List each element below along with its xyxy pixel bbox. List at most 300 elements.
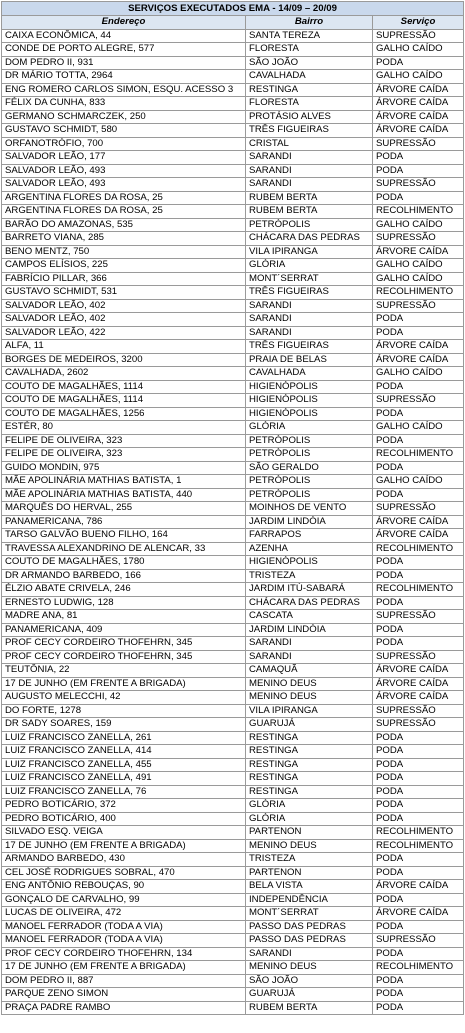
table-row: [2, 353, 464, 367]
neighborhood-cell: SANTA TEREZA: [246, 29, 373, 43]
neighborhood-cell: HIGIENÓPOLIS: [246, 380, 373, 394]
neighborhood-cell: VILA IPIRANGA: [246, 245, 373, 259]
table-row: [2, 488, 464, 502]
table-row: [2, 137, 464, 151]
neighborhood-cell: CHÁCARA DAS PEDRAS: [246, 232, 373, 246]
title-row: [2, 2, 464, 16]
neighborhood-cell: SÃO JOÃO: [246, 974, 373, 988]
address-cell: DR SADY SOARES, 159: [2, 718, 246, 732]
address-cell: SALVADOR LEÃO, 402: [2, 299, 246, 313]
service-cell: SUPRESSÃO: [373, 502, 464, 516]
address-cell: TEUTÔNIA, 22: [2, 664, 246, 678]
table-row: [2, 542, 464, 556]
address-cell: LUIZ FRANCISCO ZANELLA, 76: [2, 785, 246, 799]
neighborhood-cell: SARANDI: [246, 326, 373, 340]
table-row: [2, 218, 464, 232]
address-cell: CONDE DE PORTO ALEGRE, 577: [2, 43, 246, 57]
neighborhood-cell: PARTENON: [246, 826, 373, 840]
neighborhood-cell: SARANDI: [246, 313, 373, 327]
table-row: [2, 232, 464, 246]
service-cell: PODA: [373, 326, 464, 340]
table-row: [2, 677, 464, 691]
table-row: [2, 56, 464, 70]
sheet-title: SERVIÇOS EXECUTADOS EMA - 14/09 – 20/09: [2, 2, 464, 16]
address-cell: GUSTAVO SCHMIDT, 580: [2, 124, 246, 138]
neighborhood-cell: HIGIENÓPOLIS: [246, 407, 373, 421]
table-row: [2, 691, 464, 705]
table-row: [2, 448, 464, 462]
service-cell: GALHO CAÍDO: [373, 43, 464, 57]
service-cell: RECOLHIMENTO: [373, 542, 464, 556]
service-cell: SUPRESSÃO: [373, 650, 464, 664]
table-row: [2, 610, 464, 624]
neighborhood-cell: TRISTEZA: [246, 853, 373, 867]
neighborhood-cell: SARANDI: [246, 947, 373, 961]
address-cell: DR MÁRIO TOTTA, 2964: [2, 70, 246, 84]
service-cell: PODA: [373, 164, 464, 178]
table-row: [2, 907, 464, 921]
neighborhood-cell: GLÓRIA: [246, 812, 373, 826]
table-row: [2, 272, 464, 286]
table-row: [2, 286, 464, 300]
service-cell: PODA: [373, 1001, 464, 1015]
service-cell: GALHO CAÍDO: [373, 218, 464, 232]
address-cell: GUSTAVO SCHMIDT, 531: [2, 286, 246, 300]
address-cell: BORGES DE MEDEIROS, 3200: [2, 353, 246, 367]
table-row: [2, 434, 464, 448]
address-cell: COUTO DE MAGALHÃES, 1780: [2, 556, 246, 570]
header-row: [2, 16, 464, 30]
service-cell: ÁRVORE CAÍDA: [373, 340, 464, 354]
address-cell: ARMANDO BARBEDO, 430: [2, 853, 246, 867]
neighborhood-cell: GUARUJÁ: [246, 718, 373, 732]
table-row: [2, 934, 464, 948]
neighborhood-cell: SÃO JOÃO: [246, 56, 373, 70]
service-cell: ÁRVORE CAÍDA: [373, 529, 464, 543]
neighborhood-cell: JARDIM LINDÓIA: [246, 623, 373, 637]
service-cell: GALHO CAÍDO: [373, 70, 464, 84]
neighborhood-cell: FLORESTA: [246, 43, 373, 57]
table-row: [2, 70, 464, 84]
neighborhood-cell: RUBEM BERTA: [246, 205, 373, 219]
address-cell: LUIZ FRANCISCO ZANELLA, 455: [2, 758, 246, 772]
service-cell: GALHO CAÍDO: [373, 259, 464, 273]
neighborhood-cell: MENINO DEUS: [246, 691, 373, 705]
service-cell: RECOLHIMENTO: [373, 839, 464, 853]
address-cell: DR ARMANDO BARBEDO, 166: [2, 569, 246, 583]
service-cell: SUPRESSÃO: [373, 232, 464, 246]
service-cell: SUPRESSÃO: [373, 610, 464, 624]
service-cell: RECOLHIMENTO: [373, 826, 464, 840]
address-cell: ENG ANTÔNIO REBOUÇAS, 90: [2, 880, 246, 894]
table-row: [2, 259, 464, 273]
table-row: [2, 245, 464, 259]
neighborhood-cell: CHÁCARA DAS PEDRAS: [246, 596, 373, 610]
table-row: [2, 421, 464, 435]
address-cell: ARGENTINA FLORES DA ROSA, 25: [2, 205, 246, 219]
address-cell: COUTO DE MAGALHÃES, 1256: [2, 407, 246, 421]
neighborhood-cell: RUBEM BERTA: [246, 191, 373, 205]
address-cell: PROF CECY CORDEIRO THOFEHRN, 345: [2, 637, 246, 651]
address-cell: ÉLZIO ABATE CRIVELA, 246: [2, 583, 246, 597]
address-cell: SILVADO ESQ. VEIGA: [2, 826, 246, 840]
service-cell: RECOLHIMENTO: [373, 961, 464, 975]
table-row: [2, 367, 464, 381]
service-cell: PODA: [373, 556, 464, 570]
neighborhood-cell: FARRAPOS: [246, 529, 373, 543]
neighborhood-cell: GUARUJÁ: [246, 988, 373, 1002]
service-cell: PODA: [373, 191, 464, 205]
table-row: [2, 718, 464, 732]
service-cell: ÁRVORE CAÍDA: [373, 83, 464, 97]
service-cell: PODA: [373, 56, 464, 70]
address-cell: FELIPE DE OLIVEIRA, 323: [2, 434, 246, 448]
address-cell: FABRÍCIO PILLAR, 366: [2, 272, 246, 286]
table-row: [2, 313, 464, 327]
table-row: [2, 1001, 464, 1015]
neighborhood-cell: JARDIM LINDÓIA: [246, 515, 373, 529]
table-row: [2, 529, 464, 543]
table-row: [2, 178, 464, 192]
service-cell: PODA: [373, 758, 464, 772]
services-table: [1, 1, 464, 1015]
neighborhood-cell: RESTINGA: [246, 83, 373, 97]
neighborhood-cell: MENINO DEUS: [246, 677, 373, 691]
table-row: [2, 164, 464, 178]
neighborhood-cell: PRAIA DE BELAS: [246, 353, 373, 367]
service-cell: GALHO CAÍDO: [373, 367, 464, 381]
table-row: [2, 583, 464, 597]
service-cell: PODA: [373, 866, 464, 880]
neighborhood-cell: PASSO DAS PEDRAS: [246, 934, 373, 948]
service-cell: ÁRVORE CAÍDA: [373, 677, 464, 691]
service-cell: RECOLHIMENTO: [373, 205, 464, 219]
table-row: [2, 664, 464, 678]
table-row: [2, 839, 464, 853]
service-cell: PODA: [373, 853, 464, 867]
address-cell: GERMANO SCHMARCZEK, 250: [2, 110, 246, 124]
table-row: [2, 920, 464, 934]
neighborhood-cell: CAVALHADA: [246, 70, 373, 84]
table-row: [2, 340, 464, 354]
table-row: [2, 853, 464, 867]
neighborhood-cell: RESTINGA: [246, 785, 373, 799]
address-cell: CAMPOS ELÍSIOS, 225: [2, 259, 246, 273]
neighborhood-cell: CRISTAL: [246, 137, 373, 151]
table-row: [2, 947, 464, 961]
neighborhood-cell: TRISTEZA: [246, 569, 373, 583]
service-cell: RECOLHIMENTO: [373, 448, 464, 462]
service-cell: PODA: [373, 596, 464, 610]
neighborhood-cell: HIGIENÓPOLIS: [246, 556, 373, 570]
service-cell: ÁRVORE CAÍDA: [373, 880, 464, 894]
table-row: [2, 502, 464, 516]
neighborhood-cell: AZENHA: [246, 542, 373, 556]
service-cell: PODA: [373, 637, 464, 651]
address-cell: PEDRO BOTICÁRIO, 400: [2, 812, 246, 826]
address-cell: GUIDO MONDIN, 975: [2, 461, 246, 475]
neighborhood-cell: JARDIM ITÚ-SABARÁ: [246, 583, 373, 597]
service-cell: GALHO CAÍDO: [373, 272, 464, 286]
table-row: [2, 974, 464, 988]
table-row: [2, 151, 464, 165]
address-cell: ESTÉR, 80: [2, 421, 246, 435]
service-cell: PODA: [373, 974, 464, 988]
address-cell: ERNESTO LUDWIG, 128: [2, 596, 246, 610]
neighborhood-cell: RESTINGA: [246, 758, 373, 772]
address-cell: SALVADOR LEÃO, 177: [2, 151, 246, 165]
service-cell: ÁRVORE CAÍDA: [373, 515, 464, 529]
neighborhood-cell: PASSO DAS PEDRAS: [246, 920, 373, 934]
address-cell: MADRE ANA, 81: [2, 610, 246, 624]
address-cell: PEDRO BOTICÁRIO, 372: [2, 799, 246, 813]
service-cell: SUPRESSÃO: [373, 178, 464, 192]
address-cell: 17 DE JUNHO (EM FRENTE A BRIGADA): [2, 961, 246, 975]
table-row: [2, 43, 464, 57]
address-cell: PROF CECY CORDEIRO THOFEHRN, 345: [2, 650, 246, 664]
table-row: [2, 866, 464, 880]
table-row: [2, 785, 464, 799]
service-cell: PODA: [373, 988, 464, 1002]
table-row: [2, 110, 464, 124]
address-cell: ALFA, 11: [2, 340, 246, 354]
address-cell: PARQUE ZENO SIMON: [2, 988, 246, 1002]
address-cell: AUGUSTO MELECCHI, 42: [2, 691, 246, 705]
service-cell: ÁRVORE CAÍDA: [373, 907, 464, 921]
address-cell: MANOEL FERRADOR (TODA A VIA): [2, 934, 246, 948]
address-cell: LUIZ FRANCISCO ZANELLA, 414: [2, 745, 246, 759]
neighborhood-cell: SARANDI: [246, 178, 373, 192]
address-cell: PANAMERICANA, 786: [2, 515, 246, 529]
table-row: [2, 556, 464, 570]
address-cell: ENG ROMERO CARLOS SIMON, ESQU. ACESSO 3: [2, 83, 246, 97]
table-row: [2, 623, 464, 637]
neighborhood-cell: CASCATA: [246, 610, 373, 624]
service-cell: PODA: [373, 947, 464, 961]
service-cell: SUPRESSÃO: [373, 29, 464, 43]
neighborhood-cell: FLORESTA: [246, 97, 373, 111]
table-row: [2, 407, 464, 421]
address-cell: TRAVESSA ALEXANDRINO DE ALENCAR, 33: [2, 542, 246, 556]
address-cell: BENO MENTZ, 750: [2, 245, 246, 259]
table-row: [2, 826, 464, 840]
table-row: [2, 515, 464, 529]
neighborhood-cell: SARANDI: [246, 637, 373, 651]
neighborhood-cell: TRÊS FIGUEIRAS: [246, 340, 373, 354]
service-cell: SUPRESSÃO: [373, 299, 464, 313]
table-row: [2, 205, 464, 219]
service-cell: PODA: [373, 772, 464, 786]
column-header-bairro: Bairro: [246, 16, 373, 30]
neighborhood-cell: TRÊS FIGUEIRAS: [246, 124, 373, 138]
neighborhood-cell: SARANDI: [246, 151, 373, 165]
table-row: [2, 29, 464, 43]
service-cell: PODA: [373, 799, 464, 813]
address-cell: DO FORTE, 1278: [2, 704, 246, 718]
neighborhood-cell: BELA VISTA: [246, 880, 373, 894]
service-cell: PODA: [373, 893, 464, 907]
address-cell: DOM PEDRO II, 887: [2, 974, 246, 988]
neighborhood-cell: CAMAQUÃ: [246, 664, 373, 678]
neighborhood-cell: PETRÓPOLIS: [246, 475, 373, 489]
table-row: [2, 299, 464, 313]
service-cell: SUPRESSÃO: [373, 934, 464, 948]
service-cell: PODA: [373, 434, 464, 448]
neighborhood-cell: CAVALHADA: [246, 367, 373, 381]
neighborhood-cell: RESTINGA: [246, 772, 373, 786]
neighborhood-cell: PETRÓPOLIS: [246, 448, 373, 462]
table-row: [2, 650, 464, 664]
neighborhood-cell: GLÓRIA: [246, 799, 373, 813]
neighborhood-cell: MOINHOS DE VENTO: [246, 502, 373, 516]
address-cell: MANOEL FERRADOR (TODA A VIA): [2, 920, 246, 934]
table-row: [2, 988, 464, 1002]
service-cell: PODA: [373, 920, 464, 934]
service-cell: RECOLHIMENTO: [373, 583, 464, 597]
table-row: [2, 772, 464, 786]
address-cell: SALVADOR LEÃO, 493: [2, 178, 246, 192]
table-row: [2, 596, 464, 610]
neighborhood-cell: GLÓRIA: [246, 259, 373, 273]
table-row: [2, 893, 464, 907]
service-cell: SUPRESSÃO: [373, 394, 464, 408]
neighborhood-cell: INDEPENDÊNCIA: [246, 893, 373, 907]
service-cell: PODA: [373, 623, 464, 637]
table-row: [2, 569, 464, 583]
address-cell: MÃE APOLINÁRIA MATHIAS BATISTA, 440: [2, 488, 246, 502]
address-cell: CAIXA ECONÔMICA, 44: [2, 29, 246, 43]
address-cell: 17 DE JUNHO (EM FRENTE A BRIGADA): [2, 839, 246, 853]
service-cell: ÁRVORE CAÍDA: [373, 353, 464, 367]
neighborhood-cell: PETRÓPOLIS: [246, 488, 373, 502]
neighborhood-cell: VILA IPIRANGA: [246, 704, 373, 718]
address-cell: CAVALHADA, 2602: [2, 367, 246, 381]
table-row: [2, 745, 464, 759]
service-cell: GALHO CAÍDO: [373, 475, 464, 489]
neighborhood-cell: PARTENON: [246, 866, 373, 880]
neighborhood-cell: RUBEM BERTA: [246, 1001, 373, 1015]
neighborhood-cell: MENINO DEUS: [246, 961, 373, 975]
table-body: [2, 29, 464, 1015]
table-row: [2, 961, 464, 975]
neighborhood-cell: HIGIENÓPOLIS: [246, 394, 373, 408]
table-row: [2, 880, 464, 894]
address-cell: LUCAS DE OLIVEIRA, 472: [2, 907, 246, 921]
service-cell: ÁRVORE CAÍDA: [373, 124, 464, 138]
table-row: [2, 637, 464, 651]
service-cell: PODA: [373, 488, 464, 502]
service-cell: SUPRESSÃO: [373, 704, 464, 718]
table-row: [2, 380, 464, 394]
table-row: [2, 704, 464, 718]
neighborhood-cell: SARANDI: [246, 299, 373, 313]
address-cell: FELIPE DE OLIVEIRA, 323: [2, 448, 246, 462]
service-cell: PODA: [373, 151, 464, 165]
address-cell: COUTO DE MAGALHÃES, 1114: [2, 380, 246, 394]
neighborhood-cell: MONT´SERRAT: [246, 272, 373, 286]
service-cell: ÁRVORE CAÍDA: [373, 245, 464, 259]
address-cell: TARSO GALVÃO BUENO FILHO, 164: [2, 529, 246, 543]
neighborhood-cell: SÃO GERALDO: [246, 461, 373, 475]
service-cell: RECOLHIMENTO: [373, 286, 464, 300]
table-row: [2, 191, 464, 205]
neighborhood-cell: TRÊS FIGUEIRAS: [246, 286, 373, 300]
address-cell: 17 DE JUNHO (EM FRENTE A BRIGADA): [2, 677, 246, 691]
table-row: [2, 799, 464, 813]
service-cell: PODA: [373, 313, 464, 327]
service-cell: ÁRVORE CAÍDA: [373, 97, 464, 111]
neighborhood-cell: RESTINGA: [246, 731, 373, 745]
neighborhood-cell: GLÓRIA: [246, 421, 373, 435]
service-cell: ÁRVORE CAÍDA: [373, 691, 464, 705]
address-cell: PROF CECY CORDEIRO THOFEHRN, 134: [2, 947, 246, 961]
table-row: [2, 758, 464, 772]
table-row: [2, 124, 464, 138]
table-row: [2, 326, 464, 340]
address-cell: GONÇALO DE CARVALHO, 99: [2, 893, 246, 907]
service-cell: PODA: [373, 812, 464, 826]
table-row: [2, 461, 464, 475]
service-cell: PODA: [373, 380, 464, 394]
service-cell: GALHO CAÍDO: [373, 421, 464, 435]
service-cell: PODA: [373, 407, 464, 421]
address-cell: PRAÇA PADRE RAMBO: [2, 1001, 246, 1015]
service-cell: PODA: [373, 785, 464, 799]
address-cell: MARQUÊS DO HERVAL, 255: [2, 502, 246, 516]
address-cell: LUIZ FRANCISCO ZANELLA, 261: [2, 731, 246, 745]
column-header-servico: Serviço: [373, 16, 464, 30]
address-cell: ARGENTINA FLORES DA ROSA, 25: [2, 191, 246, 205]
address-cell: SALVADOR LEÃO, 402: [2, 313, 246, 327]
address-cell: CEL JOSÉ RODRIGUES SOBRAL, 470: [2, 866, 246, 880]
table-row: [2, 97, 464, 111]
address-cell: LUIZ FRANCISCO ZANELLA, 491: [2, 772, 246, 786]
neighborhood-cell: RESTINGA: [246, 745, 373, 759]
neighborhood-cell: SARANDI: [246, 164, 373, 178]
address-cell: MÃE APOLINÁRIA MATHIAS BATISTA, 1: [2, 475, 246, 489]
address-cell: PANAMERICANA, 409: [2, 623, 246, 637]
service-cell: SUPRESSÃO: [373, 718, 464, 732]
column-header-endereco: Endereço: [2, 16, 246, 30]
table-row: [2, 475, 464, 489]
service-cell: PODA: [373, 461, 464, 475]
table-row: [2, 394, 464, 408]
service-cell: PODA: [373, 731, 464, 745]
neighborhood-cell: PROTÁSIO ALVES: [246, 110, 373, 124]
address-cell: BARRETO VIANA, 285: [2, 232, 246, 246]
neighborhood-cell: PETRÓPOLIS: [246, 218, 373, 232]
address-cell: ORFANOTRÓFIO, 700: [2, 137, 246, 151]
services-spreadsheet: [1, 1, 463, 1015]
service-cell: PODA: [373, 745, 464, 759]
service-cell: ÁRVORE CAÍDA: [373, 664, 464, 678]
table-row: [2, 812, 464, 826]
service-cell: PODA: [373, 569, 464, 583]
table-row: [2, 731, 464, 745]
neighborhood-cell: PETRÓPOLIS: [246, 434, 373, 448]
address-cell: BARÃO DO AMAZONAS, 535: [2, 218, 246, 232]
service-cell: SUPRESSÃO: [373, 137, 464, 151]
address-cell: SALVADOR LEÃO, 493: [2, 164, 246, 178]
address-cell: SALVADOR LEÃO, 422: [2, 326, 246, 340]
table-row: [2, 83, 464, 97]
address-cell: COUTO DE MAGALHÃES, 1114: [2, 394, 246, 408]
neighborhood-cell: MONT´SERRAT: [246, 907, 373, 921]
service-cell: ÁRVORE CAÍDA: [373, 110, 464, 124]
address-cell: DOM PEDRO II, 931: [2, 56, 246, 70]
neighborhood-cell: MENINO DEUS: [246, 839, 373, 853]
address-cell: FÉLIX DA CUNHA, 833: [2, 97, 246, 111]
